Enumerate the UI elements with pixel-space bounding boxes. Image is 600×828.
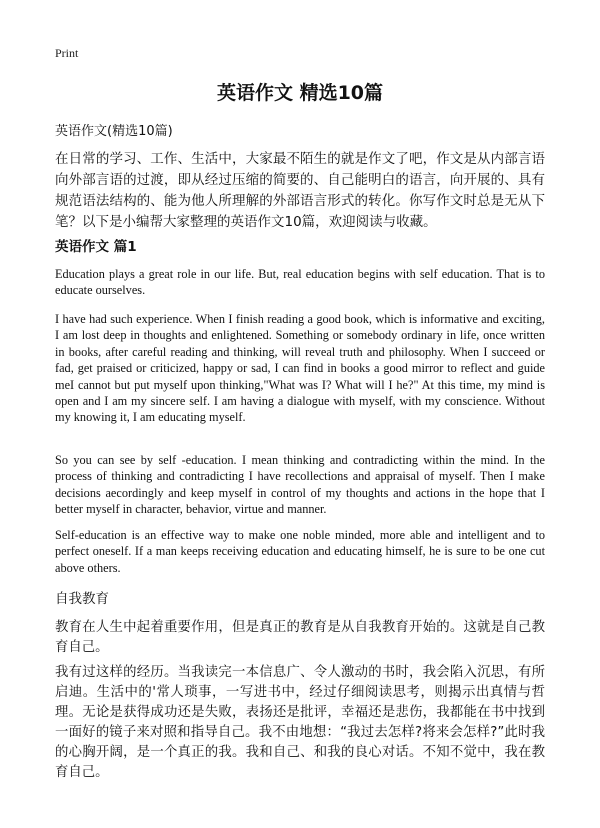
chinese-paragraph: 我有过这样的经历。当我读完一本信息广、令人激动的书时，我会陷入沉思，有所启迪。生活中的'常人琐事，一写进书中，经过仔细阅读思考，则揭示出真情与哲理。无论是获得成功还是失败，表扬还是批评，幸福还是悲伤，我都能在书中找到一面好的镜子来对照和指导自己。我不由地想：“我过去怎样?将来会怎样?”此时我的心胸开阔，是一个真正的我。我和自己、和我的良心对话。不知不觉中，我在教育自己。 <box>55 665 545 780</box>
print-link[interactable]: Print <box>55 46 79 60</box>
page-title: 英语作文 精选10篇 <box>216 82 384 104</box>
english-paragraph: I have had such experience. When I finish reading a good book, which is informative and exciting, I am lost deep in thoughts and enlightened. Something or somebody ordinary in life, once written in books, after careful reading and thinking, will reveal truth and philosophy. When I succeed or fad, get praised or criticized, happy or sad, I can find in books a good mirror to reflect and guide meI cannot but put myself upon thinking,"What was I? What will I he?" At this time, my mind is open and I am my sincere self. I am having a dialogue with myself, with my conscience. Without my knowing it, I am educating myself. <box>55 312 545 425</box>
chinese-section-heading: 自我教育 <box>55 591 109 607</box>
chinese-paragraph: 教育在人生中起着重要作用，但是真正的教育是从自我教育开始的。这就是自己教育自己。 <box>55 620 545 655</box>
english-paragraph: So you can see by self -education. I mean thinking and contradicting within the mind. In the process of thinking and contradicting I have recollections and appraisal of myself. Then I make decisions aecordingly and keep myself in control of my thoughts and actions in the hope that I better myself in character, behavior, virtue and manner. <box>55 453 545 517</box>
section-heading: 英语作文 篇1 <box>55 239 137 255</box>
intro-paragraph: 在日常的学习、工作、生活中，大家最不陌生的就是作文了吧，作文是从内部言语向外部言语的过渡，即从经过压缩的简要的、自己能明白的语言，向开展的、具有规范语法结构的、能为他人所理解的外部语言形式的转化。你写作文时总是无从下笔？以下是小编帮大家整理的英语作文10篇，欢迎阅读与收藏。 <box>55 151 545 230</box>
subtitle: 英语作文(精选10篇) <box>55 124 173 139</box>
english-paragraph: Self-education is an effective way to make one noble minded, more able and intelligent and to perfect oneself. If a man keeps receiving education and educating himself, he is sure to be one cut above others. <box>55 528 545 575</box>
english-paragraph: Education plays a great role in our life. But, real education begins with self education. That is to educate ourselves. <box>55 267 545 298</box>
